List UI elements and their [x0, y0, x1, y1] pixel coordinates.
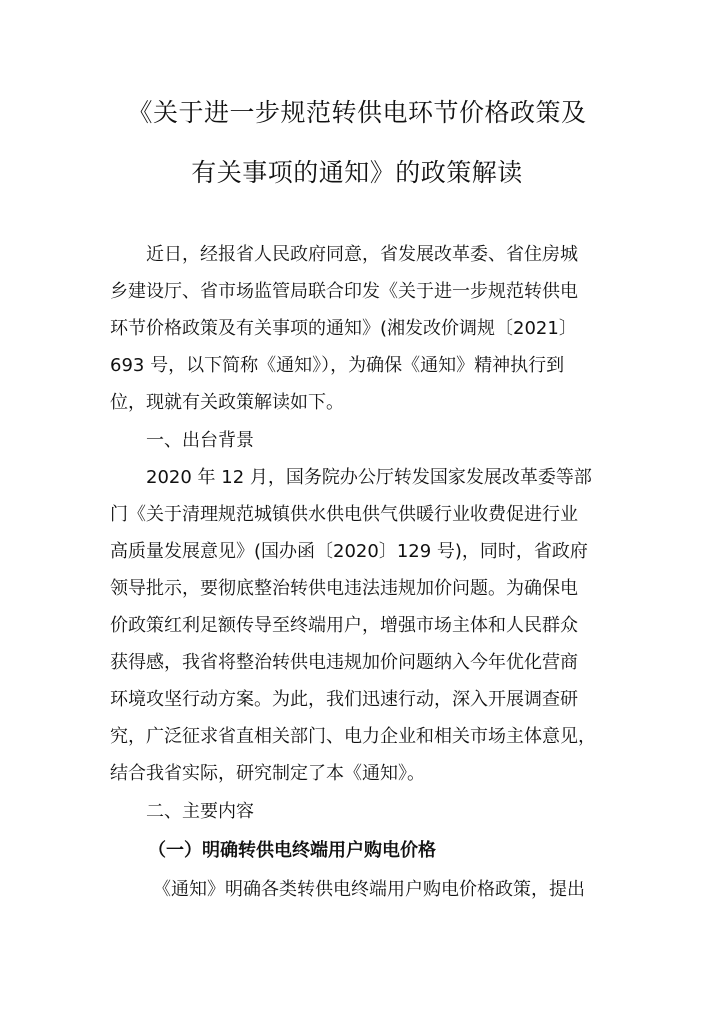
paragraph-line: 《通知》明确各类转供电终端用户购电价格政策，提出 [153, 879, 585, 900]
paragraph-line: 2020 年 12 月，国务院办公厅转发国家发展改革委等部 [146, 467, 592, 488]
paragraph-line: 近日，经报省人民政府同意，省发展改革委、省住房城 [146, 244, 578, 265]
document-title-line-1: 《关于进一步规范转供电环节价格政策及 [127, 98, 587, 127]
paragraph-line: 环节价格政策及有关事项的通知》(湘发改价调规〔2021〕 [110, 318, 577, 339]
section-heading-main-content: 二、主要内容 [146, 801, 254, 822]
paragraph-line: 693 号，以下简称《通知》），为确保《通知》精神执行到 [110, 355, 565, 376]
paragraph-line: 位，现就有关政策解读如下。 [110, 392, 344, 413]
section-heading-background: 一、出台背景 [146, 430, 254, 451]
document-title-line-2: 有关事项的通知》的政策解读 [191, 158, 523, 187]
subsection-heading: （一）明确转供电终端用户购电价格 [148, 840, 436, 861]
paragraph-line: 领导批示，要彻底整治转供电违法违规加价问题。为确保电 [110, 578, 578, 599]
paragraph-line: 获得感，我省将整治转供电违规加价问题纳入今年优化营商 [110, 652, 578, 673]
paragraph-line: 门《关于清理规范城镇供水供电供气供暖行业收费促进行业 [110, 504, 578, 525]
paragraph-line: 结合我省实际，研究制定了本《通知》。 [110, 763, 425, 784]
paragraph-line: 高质量发展意见》(国办函〔2020〕129 号)，同时，省政府 [110, 541, 588, 562]
paragraph-line: 乡建设厅、省市场监管局联合印发《关于进一步规范转供电 [110, 281, 578, 302]
paragraph-line: 环境攻坚行动方案。为此，我们迅速行动，深入开展调查研 [110, 689, 578, 710]
paragraph-line: 价政策红利足额传导至终端用户，增强市场主体和人民群众 [110, 615, 578, 636]
paragraph-line: 究，广泛征求省直相关部门、电力企业和相关市场主体意见， [110, 726, 596, 747]
